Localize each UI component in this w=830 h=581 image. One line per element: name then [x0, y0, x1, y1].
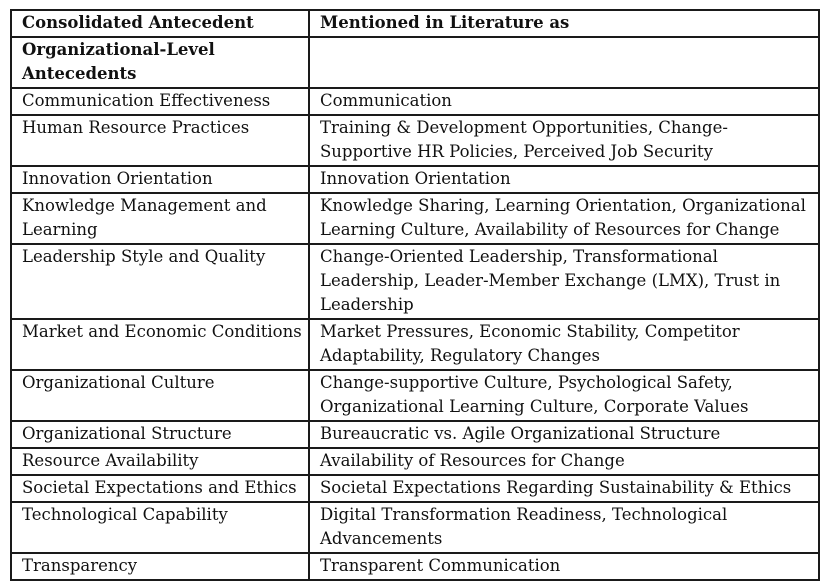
table-row — [11, 502, 819, 553]
column-header-consolidated-antecedent: Consolidated Antecedent — [11, 10, 309, 37]
table-row — [11, 115, 819, 166]
table-header-row — [11, 10, 819, 37]
group-header-row — [11, 37, 819, 88]
mentions-cell: Societal Expectations Regarding Sustainability & Ethics — [309, 475, 819, 502]
mentions-cell: Communication — [309, 88, 819, 115]
antecedent-cell: Technological Capability — [11, 502, 309, 553]
antecedent-cell: Innovation Orientation — [11, 166, 309, 193]
mentions-cell: Transparent Communication — [309, 553, 819, 580]
antecedent-cell: Human Resource Practices — [11, 115, 309, 166]
antecedents-table — [10, 9, 820, 581]
antecedent-cell: Knowledge Management and Learning — [11, 193, 309, 244]
table-row — [11, 319, 819, 370]
mentions-cell: Training & Development Opportunities, Change-Supportive HR Policies, Perceived Job Security — [309, 115, 819, 166]
mentions-cell: Market Pressures, Economic Stability, Competitor Adaptability, Regulatory Changes — [309, 319, 819, 370]
group-value-cell — [309, 37, 819, 88]
antecedent-cell: Organizational Culture — [11, 370, 309, 421]
table-row — [11, 553, 819, 580]
mentions-cell: Digital Transformation Readiness, Technological Advancements — [309, 502, 819, 553]
table-row — [11, 244, 819, 319]
antecedents-table-container — [10, 9, 820, 581]
mentions-cell: Knowledge Sharing, Learning Orientation, Organizational Learning Culture, Availability of Resources for Change — [309, 193, 819, 244]
antecedent-cell: Market and Economic Conditions — [11, 319, 309, 370]
antecedent-cell: Societal Expectations and Ethics — [11, 475, 309, 502]
group-label-organizational-level: Organizational-Level Antecedents — [11, 37, 309, 88]
mentions-cell: Availability of Resources for Change — [309, 448, 819, 475]
mentions-cell: Innovation Orientation — [309, 166, 819, 193]
mentions-cell: Bureaucratic vs. Agile Organizational Structure — [309, 421, 819, 448]
mentions-cell: Change-Oriented Leadership, Transformational Leadership, Leader-Member Exchange (LMX), Trust in Leadership — [309, 244, 819, 319]
table-row — [11, 88, 819, 115]
antecedent-cell: Organizational Structure — [11, 421, 309, 448]
antecedent-cell: Communication Effectiveness — [11, 88, 309, 115]
table-row — [11, 475, 819, 502]
antecedent-cell: Resource Availability — [11, 448, 309, 475]
table-row — [11, 421, 819, 448]
antecedent-cell: Transparency — [11, 553, 309, 580]
table-row — [11, 193, 819, 244]
mentions-cell: Change-supportive Culture, Psychological Safety, Organizational Learning Culture, Corporate Values — [309, 370, 819, 421]
table-row — [11, 370, 819, 421]
table-row — [11, 166, 819, 193]
antecedent-cell: Leadership Style and Quality — [11, 244, 309, 319]
column-header-mentioned-in-literature: Mentioned in Literature as — [309, 10, 819, 37]
table-row — [11, 448, 819, 475]
